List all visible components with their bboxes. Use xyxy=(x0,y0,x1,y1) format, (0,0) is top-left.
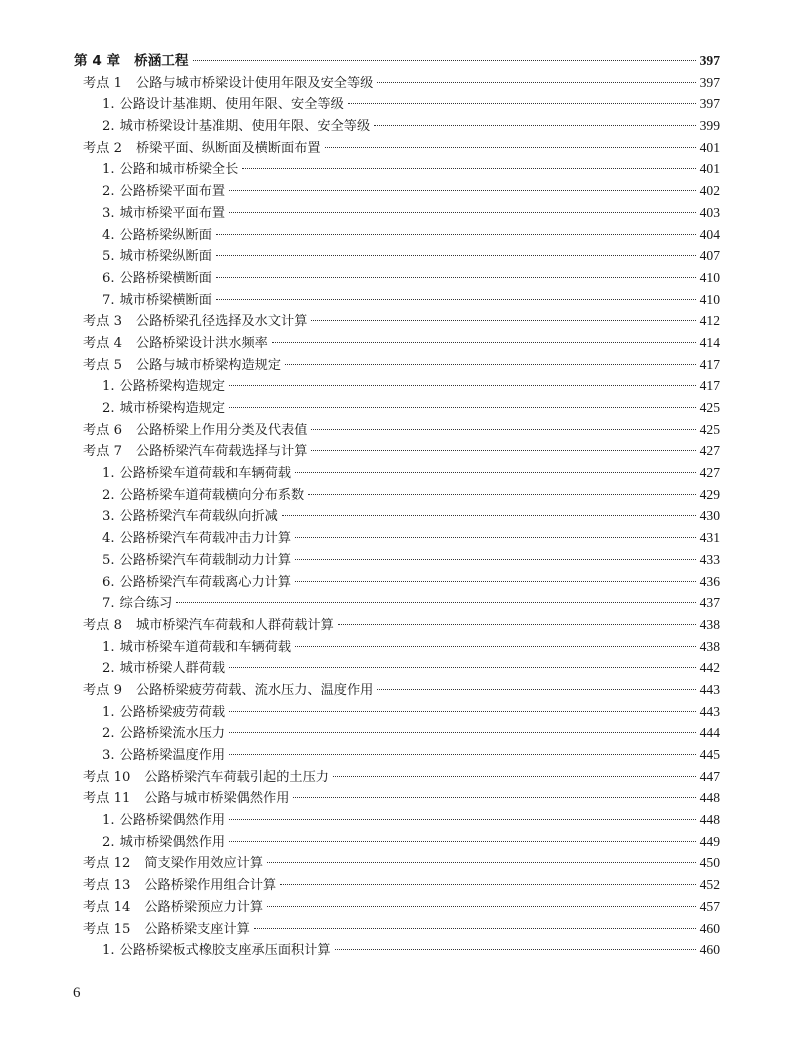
toc-entries xyxy=(74,72,720,961)
entry-number: 考点 4 xyxy=(83,335,122,351)
entry-label xyxy=(102,550,291,572)
toc-sub-entry[interactable] xyxy=(74,202,720,224)
chapter-number: 第 4 章 xyxy=(74,53,121,69)
page-number: 449 xyxy=(699,833,720,849)
entry-label xyxy=(83,355,281,377)
entry-title: 公路桥梁汽车荷载引起的土压力 xyxy=(144,769,329,785)
entry-label xyxy=(102,246,212,268)
entry-label xyxy=(102,203,225,225)
toc-topic-entry[interactable] xyxy=(74,310,720,332)
page-number: 436 xyxy=(699,573,720,589)
page-number: 442 xyxy=(699,660,720,676)
page-number: 417 xyxy=(699,378,720,394)
page-number: 438 xyxy=(699,616,720,632)
toc-sub-entry[interactable] xyxy=(74,505,720,527)
toc-topic-entry[interactable] xyxy=(74,787,720,809)
page-number: 443 xyxy=(699,681,720,697)
entry-number: 考点 1 xyxy=(83,75,122,91)
entry-label xyxy=(102,485,304,507)
dot-leader xyxy=(377,82,695,83)
entry-label xyxy=(83,73,373,95)
entry-number: 4. xyxy=(102,531,115,547)
dot-leader xyxy=(229,711,696,712)
dot-leader xyxy=(176,602,695,603)
page-number: 397 xyxy=(699,74,720,90)
entry-label xyxy=(83,853,263,875)
entry-title: 公路桥梁支座计算 xyxy=(144,921,250,937)
entry-title: 公路桥梁汽车荷载选择与计算 xyxy=(135,444,308,460)
entry-number: 考点 6 xyxy=(83,422,122,438)
toc-sub-entry[interactable] xyxy=(74,527,720,549)
dot-leader xyxy=(229,819,696,820)
entry-number: 7. xyxy=(102,596,115,612)
toc-sub-entry[interactable] xyxy=(74,245,720,267)
dot-leader xyxy=(229,407,696,408)
page-number: 410 xyxy=(699,269,720,285)
entry-title: 综合练习 xyxy=(119,596,173,612)
entry-number: 1. xyxy=(102,466,115,482)
entry-label xyxy=(83,788,289,810)
page-number: 452 xyxy=(699,877,720,893)
entry-number: 考点 9 xyxy=(83,682,122,698)
entry-label xyxy=(102,463,291,485)
entry-title: 公路桥梁上作用分类及代表值 xyxy=(135,422,308,438)
dot-leader xyxy=(282,515,696,516)
dot-leader xyxy=(311,429,695,430)
dot-leader xyxy=(311,450,695,451)
entry-title: 公路桥梁设计洪水频率 xyxy=(135,335,268,351)
dot-leader xyxy=(295,581,696,582)
entry-title: 简支梁作用效应计算 xyxy=(144,856,264,872)
toc-sub-entry[interactable] xyxy=(74,549,720,571)
entry-number: 考点 3 xyxy=(83,314,122,330)
page-number: 431 xyxy=(699,530,720,546)
entry-title: 公路桥梁汽车荷载制动力计算 xyxy=(119,552,292,568)
entry-title: 公路设计基准期、使用年限、安全等级 xyxy=(119,97,344,113)
entry-title: 公路桥梁车道荷载横向分布系数 xyxy=(119,487,305,503)
page-number: 397 xyxy=(699,53,720,68)
entry-title: 公路桥梁作用组合计算 xyxy=(144,878,277,894)
entry-title: 城市桥梁人群荷载 xyxy=(119,661,226,677)
entry-number: 2. xyxy=(102,119,115,135)
toc-topic-entry[interactable] xyxy=(74,332,720,354)
entry-label xyxy=(83,138,321,160)
entry-label xyxy=(102,593,172,615)
chapter-heading[interactable] xyxy=(74,50,720,72)
page-number: 402 xyxy=(699,183,720,199)
toc-sub-entry[interactable] xyxy=(74,657,720,679)
toc-sub-entry[interactable] xyxy=(74,592,720,614)
page-number: 417 xyxy=(699,356,720,372)
entry-number: 5. xyxy=(102,552,115,568)
page-number: 425 xyxy=(699,421,720,437)
toc-sub-entry[interactable] xyxy=(74,831,720,853)
dot-leader xyxy=(348,103,696,104)
entry-title: 城市桥梁纵断面 xyxy=(119,249,212,265)
entry-number: 2. xyxy=(102,487,115,503)
dot-leader xyxy=(293,797,695,798)
entry-label xyxy=(102,940,331,962)
entry-number: 2. xyxy=(102,834,115,850)
toc-sub-entry[interactable] xyxy=(74,115,720,137)
entry-title: 公路和城市桥梁全长 xyxy=(119,162,239,178)
entry-label xyxy=(83,441,307,463)
entry-label xyxy=(102,528,291,550)
entry-label xyxy=(83,311,307,333)
chapter-label xyxy=(74,51,189,73)
entry-label xyxy=(83,919,250,941)
entry-label xyxy=(102,94,344,116)
entry-number: 2. xyxy=(102,726,115,742)
dot-leader xyxy=(229,385,696,386)
entry-title: 城市桥梁横断面 xyxy=(119,292,212,308)
entry-title: 公路与城市桥梁偶然作用 xyxy=(144,791,290,807)
entry-label xyxy=(83,897,263,919)
entry-title: 公路桥梁板式橡胶支座承压面积计算 xyxy=(119,943,331,959)
dot-leader xyxy=(311,320,695,321)
entry-label xyxy=(102,702,225,724)
entry-number: 3. xyxy=(102,748,115,763)
toc-sub-entry[interactable] xyxy=(74,375,720,397)
entry-number: 1. xyxy=(102,639,115,655)
dot-leader xyxy=(229,732,696,733)
dot-leader xyxy=(216,255,696,256)
entry-label xyxy=(102,181,225,203)
page-number: 430 xyxy=(699,508,720,524)
entry-label xyxy=(102,116,370,138)
dot-leader xyxy=(193,60,696,61)
toc-sub-entry[interactable] xyxy=(74,484,720,506)
entry-title: 公路桥梁温度作用 xyxy=(119,748,226,763)
dot-leader xyxy=(295,559,696,560)
toc-sub-entry[interactable] xyxy=(74,224,720,246)
entry-label xyxy=(102,572,291,594)
entry-number: 考点 10 xyxy=(83,769,131,785)
dot-leader xyxy=(254,928,696,929)
entry-title: 公路桥梁汽车荷载纵向折减 xyxy=(119,509,278,525)
dot-leader xyxy=(229,754,696,755)
page-number: 410 xyxy=(699,291,720,307)
entry-title: 城市桥梁设计基准期、使用年限、安全等级 xyxy=(119,119,371,135)
entry-title: 公路桥梁孔径选择及水文计算 xyxy=(135,314,308,330)
dot-leader xyxy=(242,168,695,169)
chapter-title: 桥涵工程 xyxy=(134,53,189,69)
toc-sub-entry[interactable] xyxy=(74,744,720,766)
entry-number: 考点 15 xyxy=(83,921,131,937)
entry-number: 2. xyxy=(102,401,115,416)
entry-number: 6. xyxy=(102,270,115,286)
page-number: 397 xyxy=(699,96,720,112)
entry-number: 1. xyxy=(102,704,115,720)
dot-leader xyxy=(325,147,696,148)
page-number: 404 xyxy=(699,226,720,242)
dot-leader xyxy=(295,646,696,647)
page-number: 407 xyxy=(699,248,720,264)
entry-number: 1. xyxy=(102,162,115,178)
entry-number: 5. xyxy=(102,249,115,265)
entry-label xyxy=(102,290,212,312)
dot-leader xyxy=(374,125,695,126)
toc-topic-entry[interactable] xyxy=(74,874,720,896)
page-number: 444 xyxy=(699,725,720,741)
page-number: 445 xyxy=(699,747,720,762)
entry-number: 考点 12 xyxy=(83,856,131,872)
entry-label xyxy=(102,376,225,398)
toc-sub-entry[interactable] xyxy=(74,93,720,115)
page-number: 401 xyxy=(699,161,720,177)
page-number: 403 xyxy=(699,204,720,220)
entry-title: 城市桥梁平面布置 xyxy=(119,205,226,221)
dot-leader xyxy=(272,342,696,343)
entry-number: 2. xyxy=(102,184,115,200)
dot-leader xyxy=(295,472,696,473)
page-number: 399 xyxy=(699,118,720,134)
toc-sub-entry[interactable] xyxy=(74,636,720,658)
page-number: 437 xyxy=(699,595,720,611)
toc-topic-entry[interactable] xyxy=(74,614,720,636)
page-number: 457 xyxy=(699,898,720,914)
entry-label xyxy=(102,810,225,832)
entry-label xyxy=(83,875,276,897)
dot-leader xyxy=(229,667,696,668)
entry-label xyxy=(102,159,238,181)
entry-label xyxy=(83,680,373,702)
entry-title: 桥梁平面、纵断面及横断面布置 xyxy=(135,140,321,156)
entry-label xyxy=(83,615,334,637)
entry-title: 公路桥梁偶然作用 xyxy=(119,813,226,829)
toc-sub-entry[interactable] xyxy=(74,397,720,419)
entry-number: 1. xyxy=(102,379,115,395)
entry-title: 公路桥梁疲劳荷载、流水压力、温度作用 xyxy=(135,682,374,698)
dot-leader xyxy=(280,884,695,885)
entry-title: 公路桥梁构造规定 xyxy=(119,379,226,395)
page-number: 438 xyxy=(699,638,720,654)
entry-number: 1. xyxy=(102,943,115,959)
entry-number: 3. xyxy=(102,509,115,525)
entry-title: 公路桥梁汽车荷载冲击力计算 xyxy=(119,531,292,547)
toc-sub-entry[interactable] xyxy=(74,701,720,723)
toc-topic-entry[interactable] xyxy=(74,896,720,918)
entry-label xyxy=(102,723,225,745)
page-number: 401 xyxy=(699,139,720,155)
toc-sub-entry[interactable] xyxy=(74,289,720,311)
page-number: 447 xyxy=(699,768,720,784)
toc-topic-entry[interactable] xyxy=(74,918,720,940)
page-number: 460 xyxy=(699,942,720,958)
toc-topic-entry[interactable] xyxy=(74,440,720,462)
dot-leader xyxy=(267,862,696,863)
entry-label xyxy=(102,506,278,528)
entry-title: 城市桥梁车道荷载和车辆荷载 xyxy=(119,639,292,655)
dot-leader xyxy=(333,776,696,777)
entry-title: 公路桥梁横断面 xyxy=(119,270,212,286)
toc-topic-entry[interactable] xyxy=(74,766,720,788)
dot-leader xyxy=(216,299,696,300)
toc-sub-entry[interactable] xyxy=(74,571,720,593)
entry-number: 考点 13 xyxy=(83,878,131,894)
toc-sub-entry[interactable] xyxy=(74,939,720,961)
entry-number: 1. xyxy=(102,813,115,829)
dot-leader xyxy=(308,494,695,495)
toc-sub-entry[interactable] xyxy=(74,267,720,289)
page-number: 443 xyxy=(699,703,720,719)
entry-title: 公路桥梁预应力计算 xyxy=(144,899,264,915)
entry-label xyxy=(102,658,225,680)
entry-label xyxy=(102,268,212,290)
entry-title: 公路桥梁流水压力 xyxy=(119,726,226,742)
entry-number: 1. xyxy=(102,97,115,113)
entry-title: 城市桥梁汽车荷载和人群荷载计算 xyxy=(135,617,334,633)
page-number: 414 xyxy=(699,334,720,350)
entry-number: 考点 2 xyxy=(83,140,122,156)
toc-sub-entry[interactable] xyxy=(74,462,720,484)
entry-title: 公路与城市桥梁设计使用年限及安全等级 xyxy=(135,75,374,91)
entry-title: 公路桥梁纵断面 xyxy=(119,227,212,243)
entry-title: 公路桥梁汽车荷载离心力计算 xyxy=(119,574,292,590)
dot-leader xyxy=(335,949,696,950)
page-number: 427 xyxy=(699,465,720,481)
toc-sub-entry[interactable] xyxy=(74,722,720,744)
table-of-contents xyxy=(74,50,720,961)
entry-label xyxy=(102,225,212,247)
entry-number: 考点 5 xyxy=(83,357,122,373)
toc-sub-entry[interactable] xyxy=(74,809,720,831)
page-number: 433 xyxy=(699,551,720,567)
entry-number: 考点 7 xyxy=(83,444,122,460)
dot-leader xyxy=(267,906,696,907)
entry-title: 公路桥梁疲劳荷载 xyxy=(119,704,226,720)
entry-title: 公路桥梁平面布置 xyxy=(119,184,226,200)
page-number: 412 xyxy=(699,313,720,329)
entry-title: 城市桥梁偶然作用 xyxy=(119,834,226,850)
toc-sub-entry[interactable] xyxy=(74,158,720,180)
entry-label xyxy=(83,333,268,355)
dot-leader xyxy=(229,841,696,842)
dot-leader xyxy=(295,537,696,538)
toc-topic-entry[interactable] xyxy=(74,852,720,874)
entry-number: 考点 14 xyxy=(83,899,131,915)
toc-topic-entry[interactable] xyxy=(74,679,720,701)
toc-sub-entry[interactable] xyxy=(74,180,720,202)
dot-leader xyxy=(229,212,696,213)
toc-topic-entry[interactable] xyxy=(74,72,720,94)
dot-leader xyxy=(338,624,696,625)
dot-leader xyxy=(377,689,695,690)
toc-topic-entry[interactable] xyxy=(74,137,720,159)
dot-leader xyxy=(216,234,696,235)
entry-number: 考点 11 xyxy=(83,791,131,807)
entry-number: 4. xyxy=(102,227,115,243)
page-number: 448 xyxy=(699,790,720,806)
entry-number: 3. xyxy=(102,205,115,221)
entry-title: 公路与城市桥梁构造规定 xyxy=(135,357,282,373)
page-number: 448 xyxy=(699,812,720,828)
entry-title: 公路桥梁车道荷载和车辆荷载 xyxy=(119,466,292,482)
dot-leader xyxy=(216,277,696,278)
page-number: 425 xyxy=(699,400,720,415)
entry-label xyxy=(83,767,329,789)
entry-title: 城市桥梁构造规定 xyxy=(119,401,226,416)
entry-label xyxy=(102,637,291,659)
page-number: 460 xyxy=(699,920,720,936)
entry-label xyxy=(102,832,225,854)
page-number: 429 xyxy=(699,486,720,502)
dot-leader xyxy=(229,190,696,191)
toc-topic-entry[interactable] xyxy=(74,354,720,376)
dot-leader xyxy=(285,364,696,365)
entry-label xyxy=(83,420,307,442)
entry-number: 7. xyxy=(102,292,115,308)
entry-number: 考点 8 xyxy=(83,617,122,633)
entry-number: 2. xyxy=(102,661,115,677)
entry-number: 6. xyxy=(102,574,115,590)
page-number: 427 xyxy=(699,443,720,459)
entry-label xyxy=(102,745,225,767)
page-folio: 6 xyxy=(73,985,81,1001)
toc-topic-entry[interactable] xyxy=(74,419,720,441)
page-number: 450 xyxy=(699,855,720,871)
entry-label xyxy=(102,398,225,420)
